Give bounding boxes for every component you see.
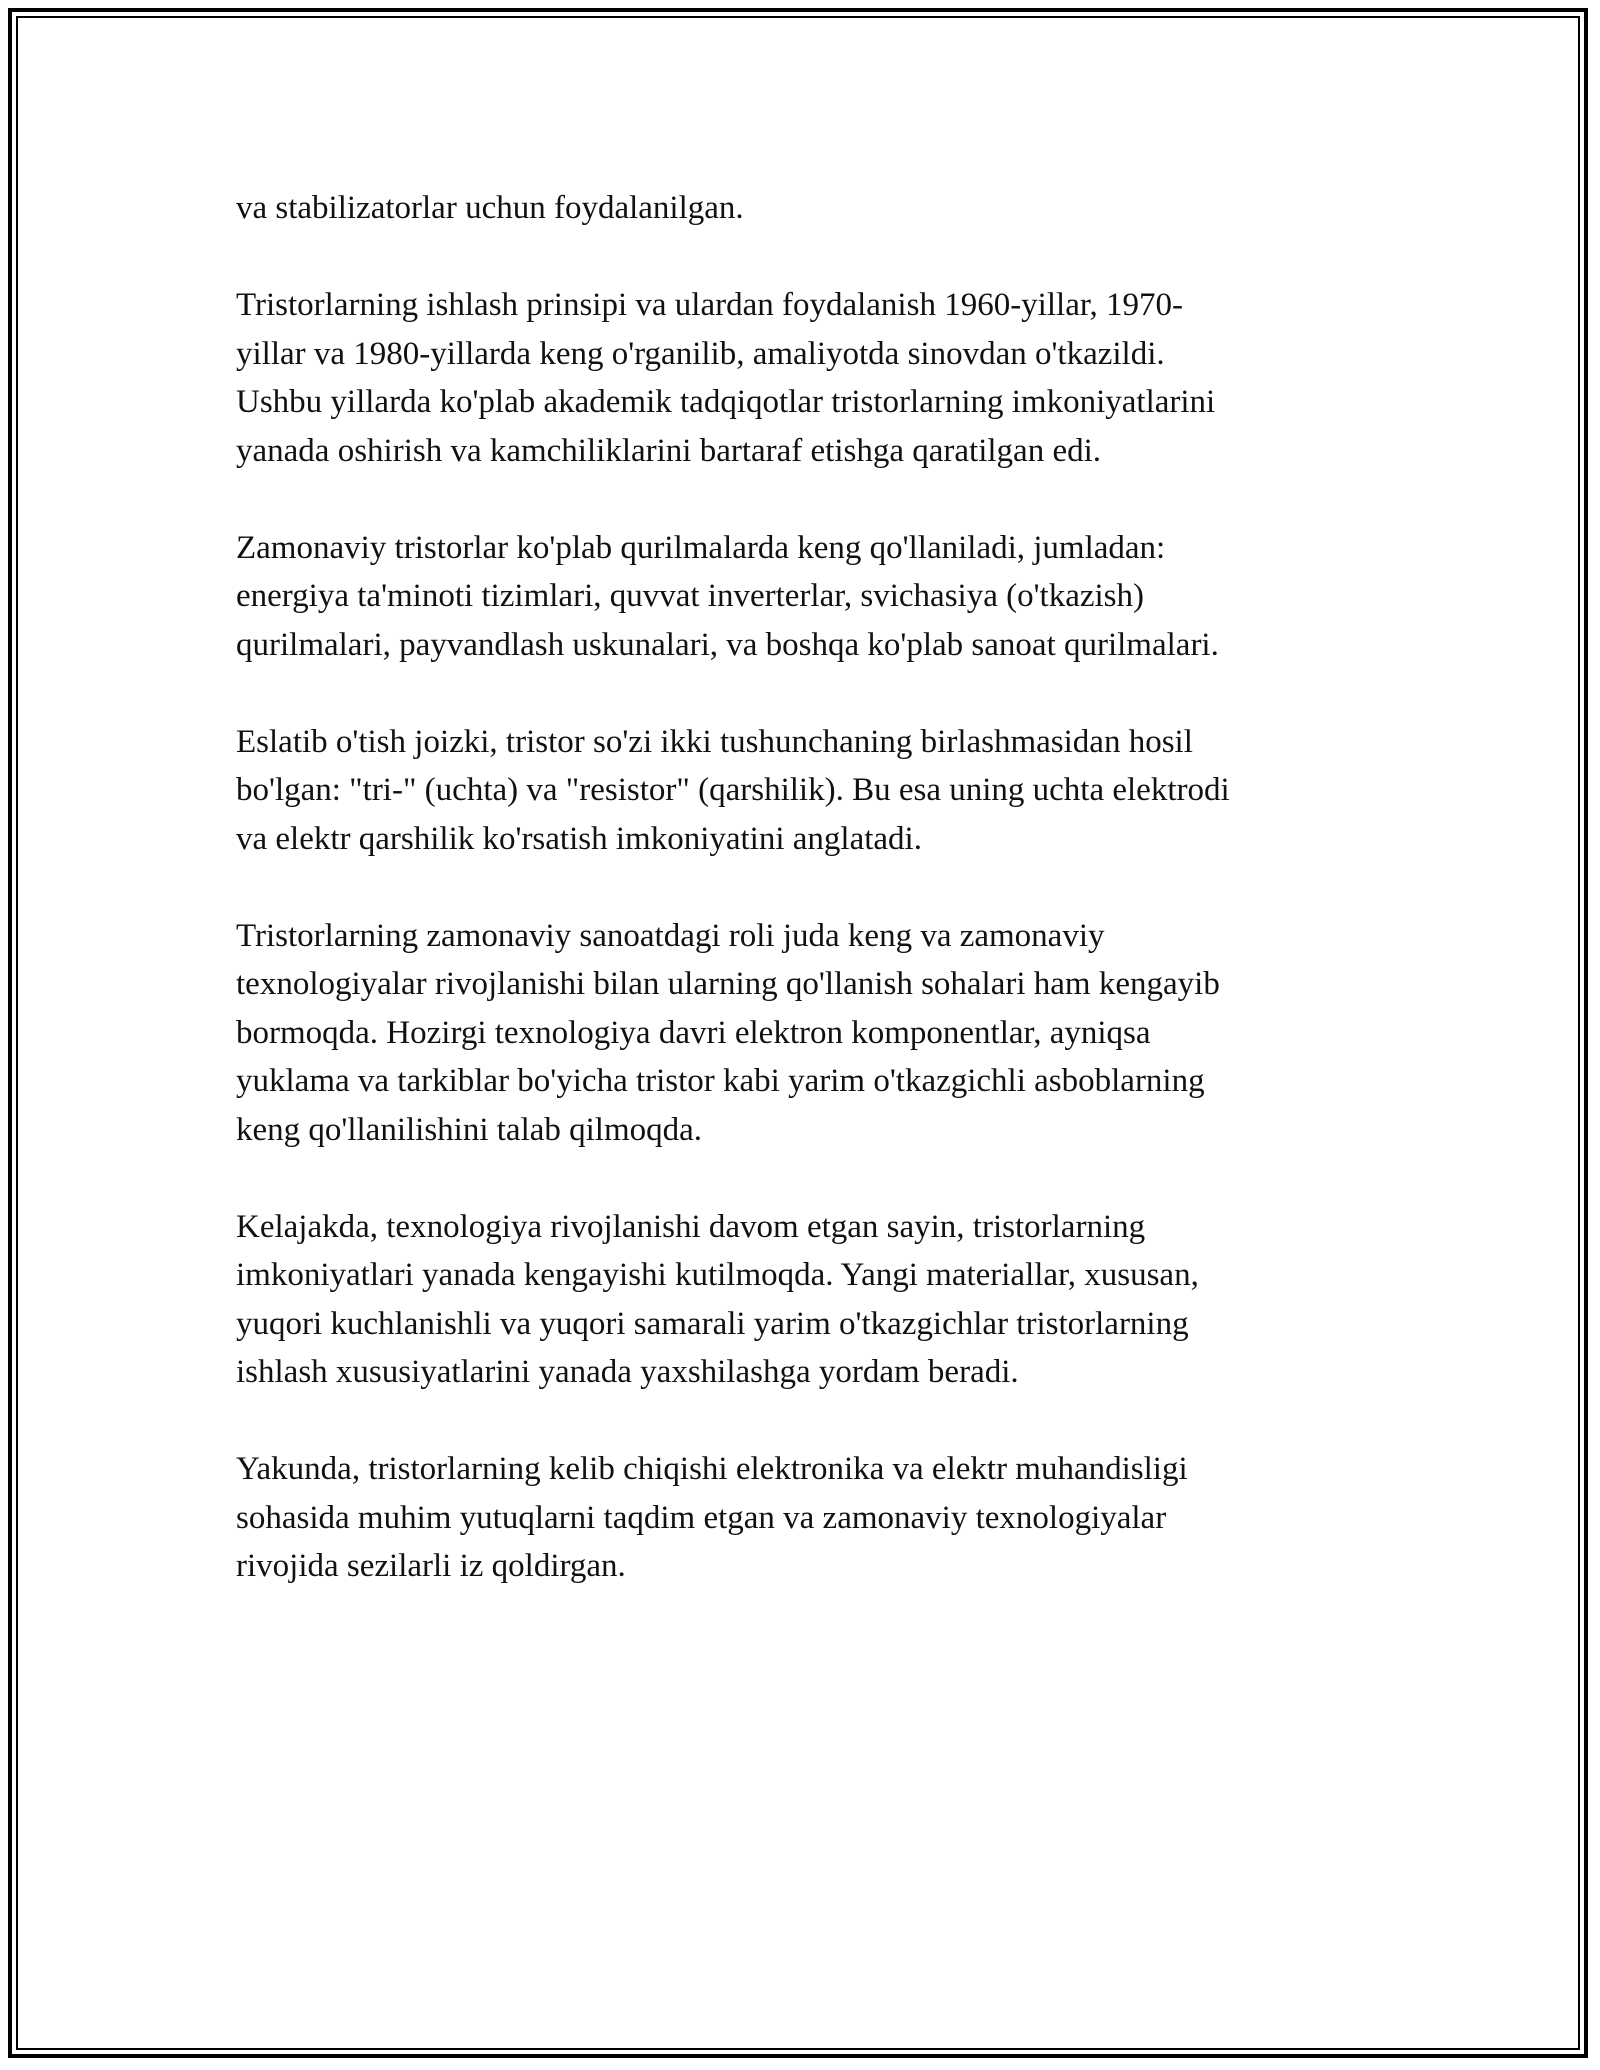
paragraph-5: Tristorlarning zamonaviy sanoatdagi roli juda keng va zamonaviy texnologiyalar rivojlanishi bilan ularning qo'llanish sohalari ham kengayib bormoqda. Hozirgi texnologiya davri elektron komponentlar, ayniqsa yuklama va tarkiblar bo'yicha tristor kabi yarim o'tkazgichli asboblarning keng qo'llanilishini talab qilmoqda. — [236, 917, 1220, 1148]
paragraph-6: Kelajakda, texnologiya rivojlanishi davom etgan sayin, tristorlarning imkoniyatlari yanada kengayishi kutilmoqda. Yangi materiallar, xususan, yuqori kuchlanishli va yuqori samarali yarim o'tkazgichlar tristorlarning ishlash xususiyatlarini yanada yaxshilashga yordam beradi. — [236, 1208, 1199, 1390]
paragraph-4: Eslatib o'tish joizki, tristor so'zi ikki tushunchaning birlashmasidan hosil bo'lgan: "tri-" (uchta) va "resistor" (qarshilik). Bu esa uning uchta elektrodi va elektr qarshilik ko'rsatish imkoniyatini anglatadi. — [236, 723, 1230, 857]
paragraph-7: Yakunda, tristorlarning kelib chiqishi elektronika va elektr muhandisligi sohasida muhim yutuqlarni taqdim etgan va zamonaviy texnologiyalar rivojida sezilarli iz qoldirgan. — [236, 1451, 1188, 1584]
paragraph-3: Zamonaviy tristorlar ko'plab qurilmalarda keng qo'llaniladi, jumladan: energiya ta'minoti tizimlari, quvvat inverterlar, svichasiya (o'tkazish) qurilmalari, payvandlash uskunalari, va boshqa ko'plab sanoat qurilmalari. — [236, 529, 1219, 663]
paragraph-1: va stabilizatorlar uchun foydalanilgan. — [236, 190, 744, 226]
paragraph-2: Tristorlarning ishlash prinsipi va ulardan foydalanish 1960-yillar, 1970- yillar va 1980-yillarda keng o'rganilib, amaliyotda sinovdan o'tkazildi. Ushbu yillarda ko'plab akademik tadqiqotlar tristorlarning imkoniyatlarini yanada oshirish va kamchiliklarini bartaraf etishga qaratilgan edi. — [236, 287, 1216, 469]
document-body — [236, 184, 1366, 1639]
